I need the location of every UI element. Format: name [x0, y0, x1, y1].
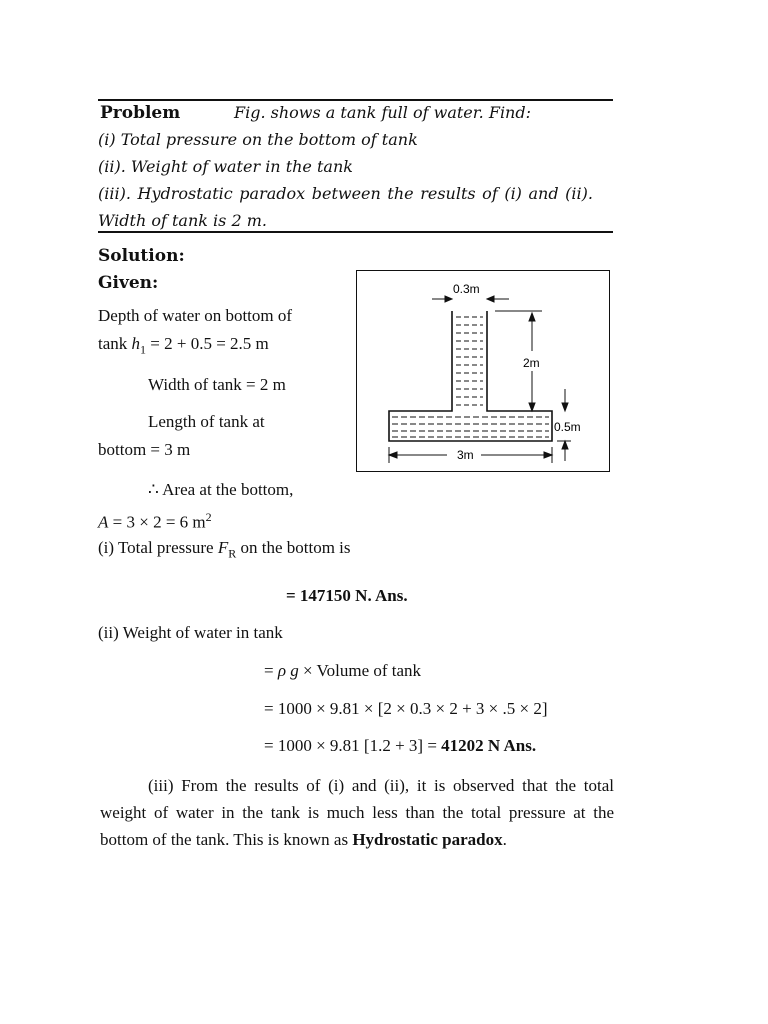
- problem-bottom-rule: [98, 231, 613, 233]
- label-length: 3m: [457, 448, 474, 462]
- depth-subscript: 1: [140, 342, 147, 357]
- depth-line-2: [98, 334, 269, 357]
- total-pressure-line: [98, 538, 351, 561]
- area-expression: [98, 510, 212, 533]
- label-height: 2m: [523, 356, 540, 370]
- width-line: Width of tank = 2 m: [148, 375, 286, 394]
- paradox-paragraph: [100, 772, 614, 853]
- depth-expression: = 2 + 0.5 = 2.5 m: [146, 334, 269, 353]
- weight-equation-1: [264, 661, 421, 681]
- area-symbol: A: [98, 512, 109, 532]
- given-heading: Given:: [98, 273, 159, 293]
- weight-eq1-suffix: × Volume of tank: [298, 661, 422, 680]
- paradox-end: .: [502, 830, 507, 849]
- dim-width-top: [432, 296, 509, 302]
- problem-item-2: (ii). Weight of water in the tank: [98, 157, 353, 176]
- label-top-width: 0.3m: [453, 282, 480, 296]
- total-pressure-result: = 147150 N. Ans.: [286, 586, 408, 605]
- length-line-2: bottom = 3 m: [98, 440, 191, 459]
- total-pressure-suffix: on the bottom is: [236, 538, 351, 557]
- top-rule: [98, 99, 613, 101]
- problem-item-1: (i) Total pressure on the bottom of tank: [98, 130, 418, 149]
- total-pressure-prefix: (i) Total pressure: [98, 538, 218, 557]
- weight-eq1-symbols: ρ g: [277, 661, 299, 680]
- weight-equation-3: [264, 736, 536, 756]
- area-value: = 3 × 2 = 6 m: [108, 512, 206, 532]
- weight-equation-2: = 1000 × 9.81 × [2 × 0.3 × 2 + 3 × .5 × 2]: [264, 699, 548, 718]
- tank-outline: [389, 311, 552, 441]
- solution-heading: Solution:: [98, 246, 185, 266]
- weight-heading: (ii) Weight of water in tank: [98, 623, 283, 642]
- paradox-text: (iii) From the results of (i) and (ii), it is observed that the total weight of water in the tank is much less than the total pressure at the bottom of the tank. This is known as: [100, 776, 614, 849]
- problem-statement: Fig. shows a tank full of water. Find:: [234, 103, 531, 122]
- paradox-bold: Hydrostatic paradox: [352, 830, 503, 849]
- weight-eq1-prefix: =: [264, 661, 278, 680]
- neck-water: [456, 317, 483, 405]
- total-pressure-subscript: R: [228, 546, 237, 561]
- weight-eq3-prefix: = 1000 × 9.81 [1.2 + 3] =: [264, 736, 442, 755]
- depth-line-1: Depth of water on bottom of: [98, 306, 293, 325]
- base-water: [392, 417, 549, 437]
- weight-eq3-result: 41202 N Ans.: [441, 736, 537, 755]
- area-superscript: 2: [205, 510, 212, 524]
- tank-diagram: [357, 271, 608, 470]
- label-base-height: 0.5m: [554, 420, 581, 434]
- problem-heading: Problem: [100, 103, 181, 123]
- problem-item-3: (iii). Hydrostatic paradox between the results of (i) and (ii).: [98, 184, 593, 203]
- total-pressure-symbol: F: [217, 538, 229, 557]
- length-line-1: Length of tank at: [148, 412, 265, 431]
- depth-prefix: tank: [98, 334, 132, 353]
- tank-figure: [356, 270, 610, 472]
- depth-symbol: h: [131, 334, 141, 353]
- area-line: ∴ Area at the bottom,: [148, 480, 294, 499]
- problem-item-4: Width of tank is 2 m.: [98, 211, 267, 230]
